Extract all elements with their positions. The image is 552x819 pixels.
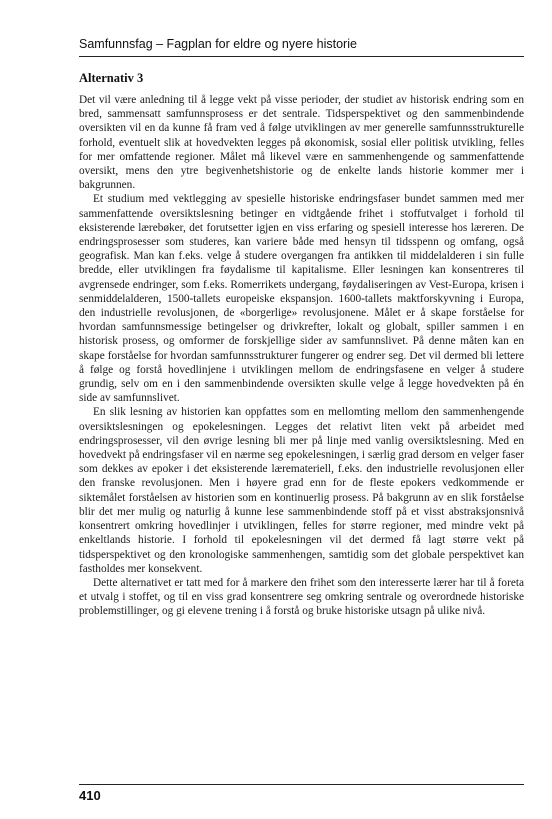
footer-divider [79,784,524,785]
paragraph: Dette alternativet er tatt med for å markere den frihet som den interesserte lærer har til å foreta et utvalg i stoffet, og til en viss grad konsentrere seg omkring sentrale og overordnede historiske problemstillinger, og gi elevene trening i å forstå og bruke historiske utsagn på ulike nivå. [79,576,524,618]
paragraph: Et studium med vektlegging av spesielle historiske endringsfaser bundet sammen med mer sammenfattende oversiktslesning betinger en vidtgående frihet i stoffutvalget i forhold til eksisterende lærebøker, det forutsetter igjen en viss erfaring og spesiell interesse hos læreren. De endringsprosesser som studeres, kan variere både med hensyn til tidsspenn og omfang, også geografisk. Man kan f.eks. velge å studere overgangen fra antikken til middelalderen i sin fulle bredde, eller utviklingen fra føydalisme til kapitalisme. Eller lesningen kan konsentreres til avgrensede endringer, som f.eks. Romerrikets undergang, føydaliseringen av Vest-Europa, krisen i senmiddelalderen, 1500-tallets europeiske ekspansjon. 1600-tallets maktforskyvning i Europa, den industrielle revolusjonen, de «borgerlige» revolusjonene. Målet er å skape forståelse for hvordan samfunnsmessige betingelser og drivkrefter, lokalt og globalt, spiller sammen i en historisk prosess, og omformer de forskjellige sider av samfunnslivet. På denne måten kan en skape forståelse for hvordan samfunnsstrukturer fungerer og endrer seg. Det vil dermed bli lettere å følge og forstå hovedlinjene i utviklingen mellom de endringsfasene en velger å studere grundig, selv om en i den sammenbindende oversikten skulle velge å legge hovedvekten på én side av samfunnslivet. [79,193,524,405]
page-number: 410 [79,788,101,803]
section-title: Alternativ 3 [79,71,144,85]
paragraph: En slik lesning av historien kan oppfattes som en mellomting mellom den sammenhengende oversiktslesningen og epokelesningen. Legges det relativt liten vekt på arbeidet med endringsprosesser, vil den øvrige lesning bli mer på linje med vanlig oversiktslesning. Med en hovedvekt på endringsfaser vil en nærme seg epokelesningen, i særlig grad dersom en velger faser som dekkes av epoker i det eksisterende læremateriell, f.eks. den industrielle revolusjonen eller den franske revolusjonen. Men i høyere grad enn for de fleste epokers vedkommende er siktemålet forståelsen av historien som en kontinuerlig prosess. På bakgrunn av en slik forståelse blir det mer mulig og naturlig å kunne lese sammenbindende stoff på et visst abstraksjonsnivå konsentrert omkring hovedlinjer i utviklingen, felles for større regioner, med mindre vekt på enkeltlands historie. I forhold til epokelesningen vil det dermed få lagt større vekt på tidsperspektivet og den kronologiske sammenhengen, samtidig som det globale perspektivet kan fastholdes mer konsekvent. [79,406,524,575]
header-divider [79,56,524,57]
paragraph: Det vil være anledning til å legge vekt på visse perioder, der studiet av historisk endring som en bred, sammensatt samfunnsprosess er det sentrale. Tidsperspektivet og den sammenbindende oversikten vil en da kunne få fram ved å følge utviklingen av mer generelle samfunnsstrukturelle forhold, eventuelt slik at hovedvekten legges på økonomisk, sosial eller politisk utvikling, felles for mer omfattende regioner. Målet må likevel være en sammenhengende og sammenfattende oversikt, mens den ytre begivenhetshistorie og de enkelte lands historie kommer mer i bakgrunnen. [79,94,524,192]
body-text [79,93,524,619]
running-header: Samfunnsfag – Fagplan for eldre og nyere historie [79,37,357,51]
